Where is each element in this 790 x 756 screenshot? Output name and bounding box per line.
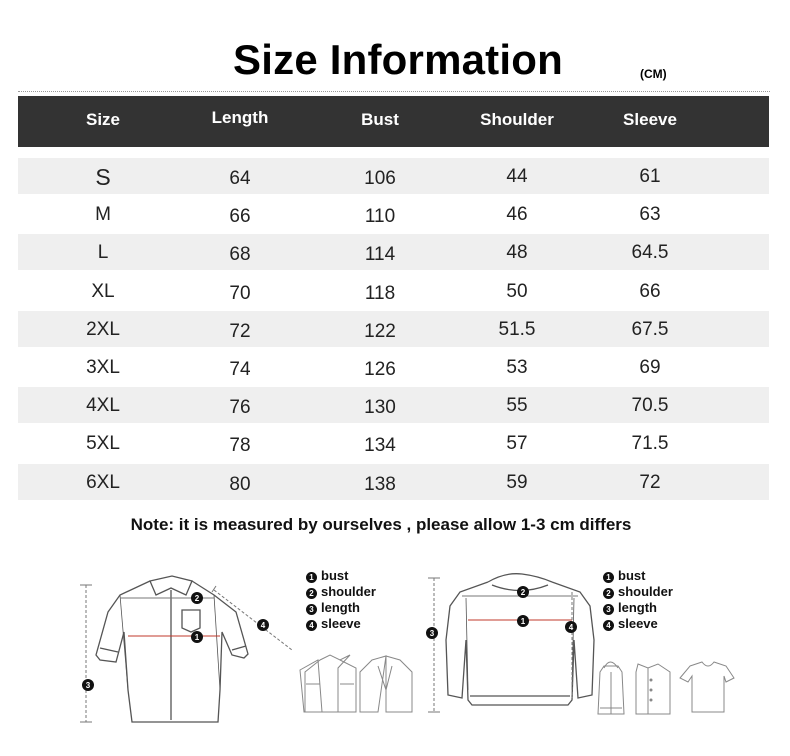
cell-sleeve: 61: [639, 166, 661, 187]
cell-size: 3XL: [86, 357, 120, 378]
legend-item: [603, 584, 673, 600]
cell-sleeve: 70.5: [631, 395, 669, 417]
legend-label-length: length: [618, 600, 657, 615]
legend-num: 3: [306, 604, 317, 615]
legend-num: 2: [603, 588, 614, 599]
legend-item: [306, 584, 376, 600]
cell-size: XL: [91, 280, 115, 302]
legend-num: 4: [603, 620, 614, 631]
page-title: Size Information: [233, 36, 563, 83]
cell-shoulder: 51.5: [498, 318, 536, 340]
cell-length: 64: [229, 168, 251, 189]
cell-bust: 114: [364, 244, 396, 266]
cell-bust: 138: [364, 473, 396, 495]
cell-size: 5XL: [86, 433, 120, 455]
cell-sleeve: 71.5: [631, 433, 669, 455]
cell-size: M: [95, 204, 111, 226]
cell-size: 4XL: [86, 395, 120, 417]
cell-size: S: [95, 164, 111, 190]
cell-size: 2XL: [86, 318, 120, 340]
cell-size: L: [97, 242, 109, 264]
sweater-marker-2: 2: [520, 588, 526, 597]
cell-bust: 118: [364, 282, 396, 304]
cell-shoulder: 59: [506, 471, 528, 493]
cell-length: 80: [229, 473, 251, 495]
cell-sleeve: 69: [639, 357, 661, 378]
legend-label-bust: bust: [321, 568, 349, 583]
legend-item: [603, 616, 673, 632]
shirt-marker-3: 3: [85, 681, 91, 690]
cell-size: 6XL: [86, 471, 120, 493]
legend-right: [603, 568, 673, 632]
header-size: Size: [85, 110, 121, 129]
cell-shoulder: 46: [506, 204, 528, 226]
legend-label-sleeve: sleeve: [618, 616, 658, 631]
blazer-icon: [360, 656, 412, 712]
cell-shoulder: 44: [506, 166, 528, 187]
cell-bust: 106: [364, 168, 396, 189]
cell-shoulder: 53: [506, 357, 528, 378]
cell-length: 72: [229, 320, 251, 342]
legend-num: 1: [306, 572, 317, 583]
cell-shoulder: 48: [506, 242, 528, 264]
legend-num: 3: [603, 604, 614, 615]
legend-item: [306, 616, 376, 632]
shirt-markers: [82, 592, 269, 691]
legend-label-sleeve: sleeve: [321, 616, 361, 631]
hoodie-icon: [598, 662, 624, 714]
cell-sleeve: 63: [639, 204, 661, 226]
tshirt-icon: [680, 662, 734, 712]
cell-length: 78: [229, 435, 251, 457]
cell-shoulder: 50: [506, 280, 528, 302]
cell-sleeve: 72: [639, 471, 661, 493]
cell-sleeve: 64.5: [631, 242, 669, 264]
cardigan-icon: [636, 664, 670, 714]
legend-label-shoulder: shoulder: [321, 584, 376, 599]
cell-length: 66: [229, 206, 251, 228]
cell-bust: 134: [364, 435, 396, 457]
cell-bust: 130: [364, 397, 396, 419]
legend-label-length: length: [321, 600, 360, 615]
cell-length: 76: [229, 397, 251, 419]
denim-jacket-icon: [300, 655, 356, 712]
shirt-marker-1: 1: [194, 633, 200, 642]
legend-item: [306, 568, 376, 584]
legend-label-shoulder: shoulder: [618, 584, 673, 599]
header-sleeve: Sleeve: [623, 110, 677, 129]
cell-bust: 122: [364, 320, 396, 342]
cell-shoulder: 57: [506, 433, 528, 455]
cell-length: 74: [229, 359, 251, 380]
cell-length: 70: [229, 282, 251, 304]
unit-label: (CM): [640, 67, 667, 81]
cell-shoulder: 55: [506, 395, 528, 417]
sweater-measure-lines: [428, 578, 578, 712]
cell-bust: 126: [364, 359, 396, 380]
sweater-marker-1: 1: [520, 617, 526, 626]
header-shoulder: Shoulder: [480, 110, 554, 129]
header-length: Length: [211, 108, 269, 127]
sweater-marker-4: 4: [568, 623, 574, 632]
legend-item: [306, 600, 376, 616]
cell-sleeve: 67.5: [631, 318, 669, 340]
legend-item: [603, 600, 673, 616]
cell-sleeve: 66: [639, 280, 661, 302]
cell-length: 68: [229, 244, 251, 266]
header-bust: Bust: [361, 110, 399, 129]
cell-bust: 110: [364, 206, 396, 228]
legend-item: [603, 568, 673, 584]
legend-num: 4: [306, 620, 317, 631]
legend-num: 1: [603, 572, 614, 583]
legend-left: [306, 568, 376, 632]
legend-num: 2: [306, 588, 317, 599]
measurement-note: Note: it is measured by ourselves , please allow 1-3 cm differs: [130, 515, 632, 534]
shirt-marker-2: 2: [194, 594, 200, 603]
legend-label-bust: bust: [618, 568, 646, 583]
shirt-marker-4: 4: [260, 621, 266, 630]
sweater-marker-3: 3: [429, 629, 435, 638]
